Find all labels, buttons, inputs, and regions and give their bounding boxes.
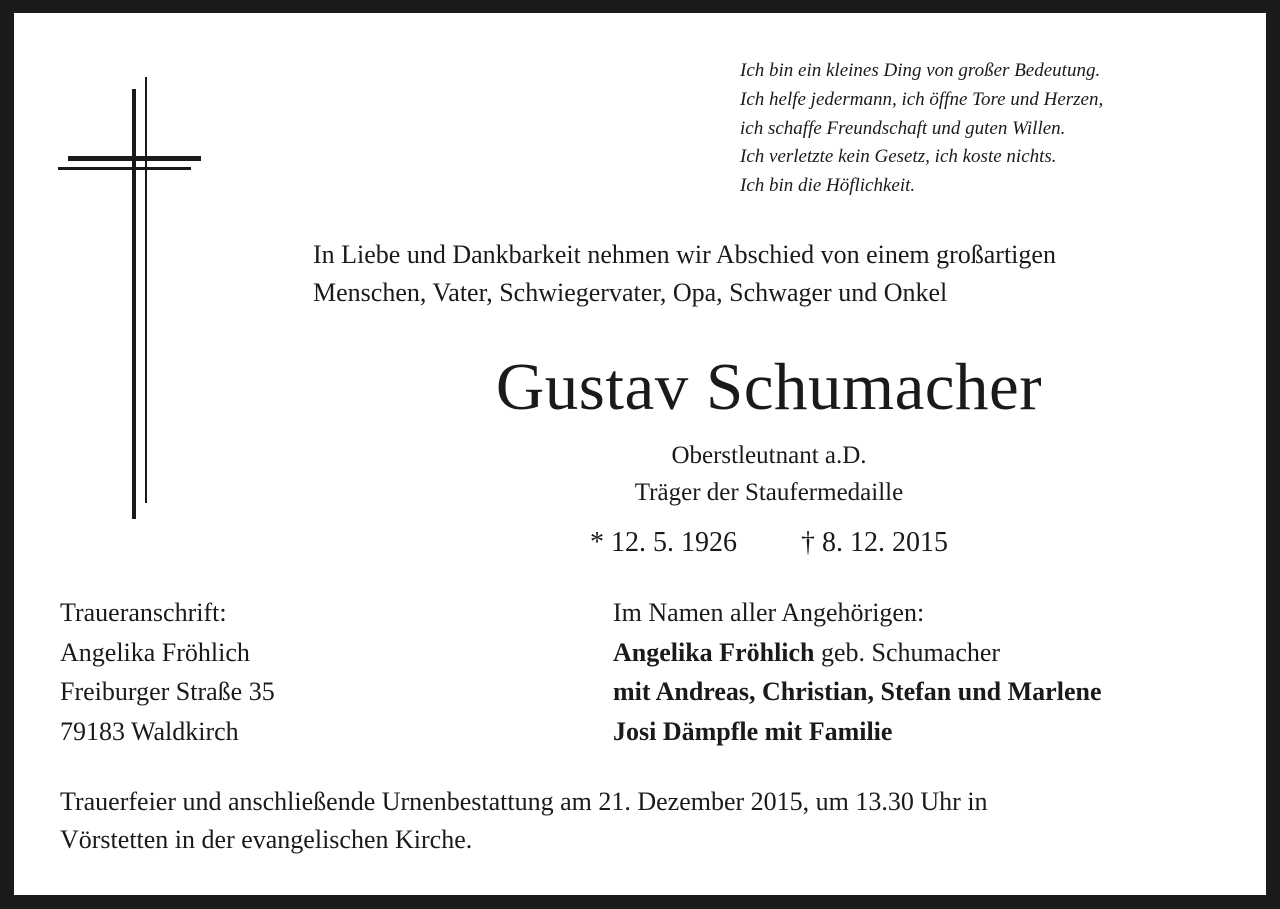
birth-date: * 12. 5. 1926 bbox=[590, 527, 737, 558]
intro-line: In Liebe und Dankbarkeit nehmen wir Abschied von einem großartigen bbox=[313, 240, 1056, 269]
poem-line: ich schaffe Freundschaft und guten Willen. bbox=[740, 117, 1066, 139]
cross-horizontal-bar bbox=[68, 156, 201, 161]
poem-line: Ich bin ein kleines Ding von großer Bedeutung. bbox=[740, 60, 1101, 81]
deceased-name: Gustav Schumacher bbox=[495, 350, 1043, 424]
deceased-rank: Oberstleutnant a.D. bbox=[671, 442, 867, 469]
family-line: mit Andreas, Christian, Stefan und Marlene bbox=[613, 677, 1102, 706]
obituary-card bbox=[14, 13, 1266, 895]
family-maiden-name: geb. Schumacher bbox=[814, 637, 1001, 667]
intro-line: Menschen, Vater, Schwiegervater, Opa, Schwager und Onkel bbox=[313, 278, 948, 307]
service-info bbox=[60, 783, 1240, 859]
address-label: Traueranschrift: bbox=[60, 598, 227, 627]
intro-text bbox=[313, 236, 1243, 312]
address-name: Angelika Fröhlich bbox=[60, 637, 250, 667]
address-city: 79183 Waldkirch bbox=[60, 716, 239, 746]
family-main-name: Angelika Fröhlich bbox=[613, 637, 815, 667]
poem-line: Ich helfe jedermann, ich öffne Tore und Herzen, bbox=[740, 88, 1104, 110]
cross-vertical-bar-thin bbox=[145, 77, 147, 503]
service-line: Vörstetten in der evangelischen Kirche. bbox=[60, 825, 473, 854]
address-street: Freiburger Straße 35 bbox=[60, 677, 275, 706]
service-line: Trauerfeier und anschließende Urnenbestattung am 21. Dezember 2015, um 13.30 Uhr in bbox=[60, 787, 988, 816]
life-dates bbox=[354, 524, 1184, 562]
mourning-address bbox=[60, 593, 275, 751]
family-line: Josi Dämpfle mit Familie bbox=[613, 716, 893, 746]
family-label: Im Namen aller Angehörigen: bbox=[613, 598, 925, 627]
family-signature bbox=[613, 593, 1102, 751]
poem-line: Ich verletzte kein Gesetz, ich koste nichts. bbox=[740, 146, 1057, 168]
death-date: † 8. 12. 2015 bbox=[801, 527, 948, 558]
deceased-honor: Träger der Staufermedaille bbox=[634, 479, 904, 506]
poem-line: Ich bin die Höflichkeit. bbox=[740, 175, 916, 197]
cross-vertical-bar bbox=[132, 89, 136, 519]
family-line bbox=[613, 633, 1102, 673]
poem bbox=[740, 57, 1103, 201]
cross-horizontal-bar-thin bbox=[58, 167, 191, 170]
